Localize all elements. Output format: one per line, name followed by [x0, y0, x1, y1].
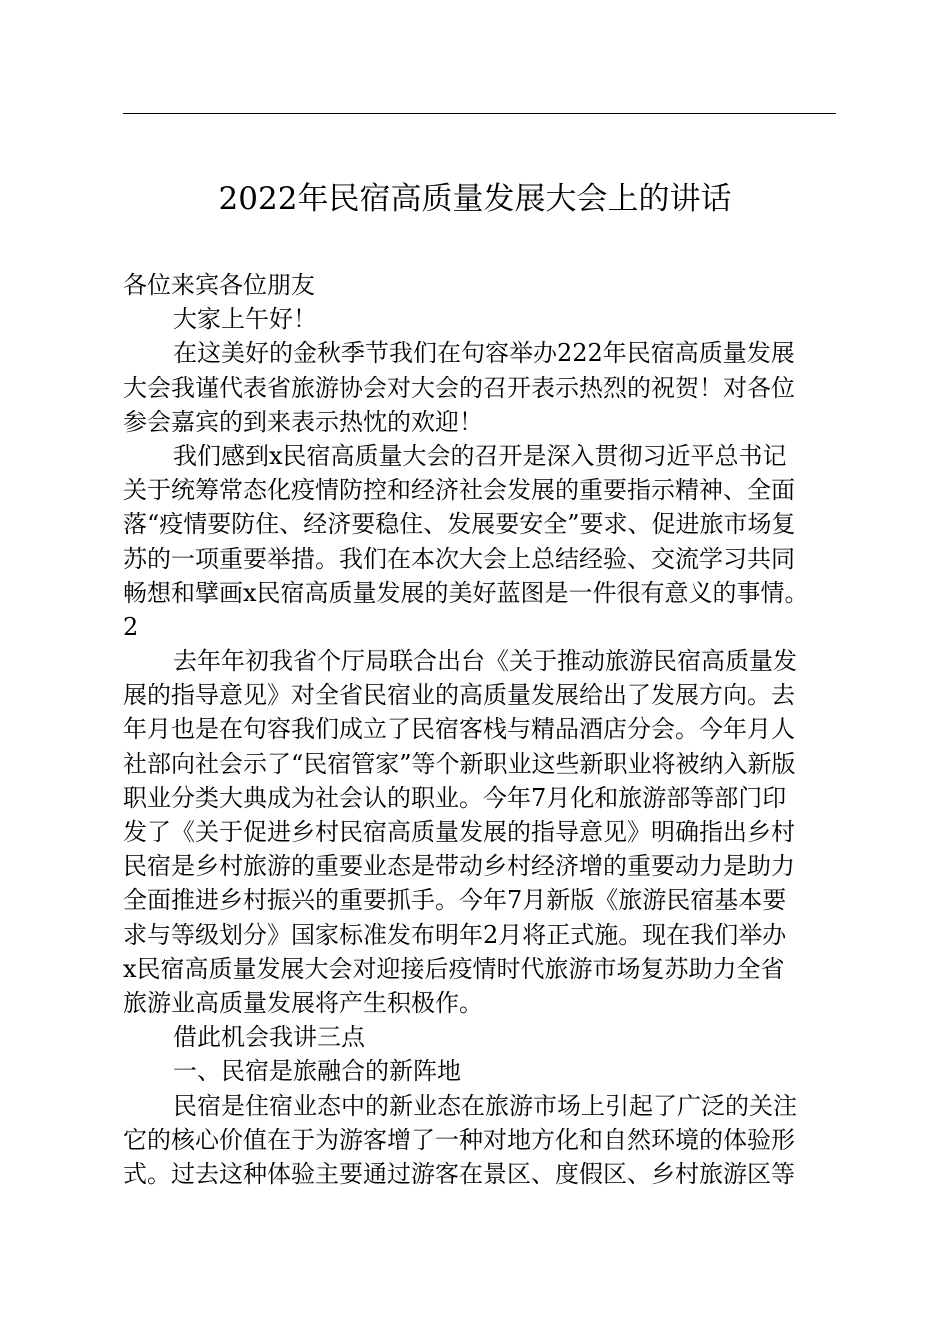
document-title: 2022年民宿高质量发展大会上的讲话 — [218, 181, 732, 217]
text-line: 各位来宾各位朋友 — [123, 271, 315, 299]
text-line: 关于统筹常态化疫情防控和经济社会发展的重要指示精神、全面 — [123, 476, 795, 505]
text-line: 它的核心价值在于为游客增了一种对地方化和自然环境的体验形 — [123, 1125, 795, 1154]
text-line: 式。过去这种体验主要通过游客在景区、度假区、乡村旅游区等 — [123, 1159, 795, 1188]
text-line: 畅想和擘画x民宿高质量发展的美好蓝图是一件很有意义的事情。 — [123, 578, 809, 607]
text-line: 一、民宿是旅融合的新阵地 — [173, 1057, 461, 1086]
text-line: 在这美好的金秋季节我们在句容举办222年民宿高质量发展 — [173, 339, 795, 368]
text-line: 2 — [123, 612, 139, 641]
text-line: 全面推进乡村振兴的重要抓手。今年7月新版《旅游民宿基本要 — [123, 886, 787, 915]
text-line: 民宿是住宿业态中的新业态在旅游市场上引起了广泛的关注 — [173, 1091, 797, 1120]
text-line: 民宿是乡村旅游的重要业态是带动乡村经济增的重要动力是助力 — [123, 852, 795, 881]
text-line: 借此机会我讲三点 — [173, 1023, 365, 1052]
text-line: 展的指导意见》对全省民宿业的高质量发展给出了发展方向。去 — [123, 681, 795, 710]
text-line: x民宿高质量发展大会对迎接后疫情时代旅游市场复苏助力全省 — [123, 954, 785, 983]
text-line: 落“疫情要防住、经济要稳住、发展要安全”要求、促进旅市场复 — [123, 510, 796, 539]
text-line: 旅游业高质量发展将产生积极作。 — [123, 988, 483, 1017]
header-rule — [123, 113, 836, 114]
text-line: 求与等级划分》国家标准发布明年2月将正式施。现在我们举办 — [123, 920, 787, 949]
text-line: 职业分类大典成为社会认的职业。今年7月化和旅游部等部门印 — [123, 783, 787, 812]
text-line: 年月也是在句容我们成立了民宿客栈与精品酒店分会。今年月人 — [123, 715, 795, 744]
text-line: 大家上午好！ — [173, 305, 317, 334]
text-line: 去年年初我省个厅局联合出台《关于推动旅游民宿高质量发 — [173, 647, 797, 676]
text-line: 大会我谨代表省旅游协会对大会的召开表示热烈的祝贺！对各位 — [123, 373, 795, 402]
text-line: 我们感到x民宿高质量大会的召开是深入贯彻习近平总书记 — [173, 441, 787, 470]
document-body — [123, 268, 863, 1191]
text-line: 苏的一项重要举措。我们在本次大会上总结经验、交流学习共同 — [123, 544, 795, 573]
text-line: 社部向社会示了“民宿管家”等个新职业这些新职业将被纳入新版 — [123, 749, 796, 778]
text-line: 参会嘉宾的到来表示热忱的欢迎！ — [123, 407, 483, 436]
text-line: 发了《关于促进乡村民宿高质量发展的指导意见》明确指出乡村 — [123, 818, 795, 846]
